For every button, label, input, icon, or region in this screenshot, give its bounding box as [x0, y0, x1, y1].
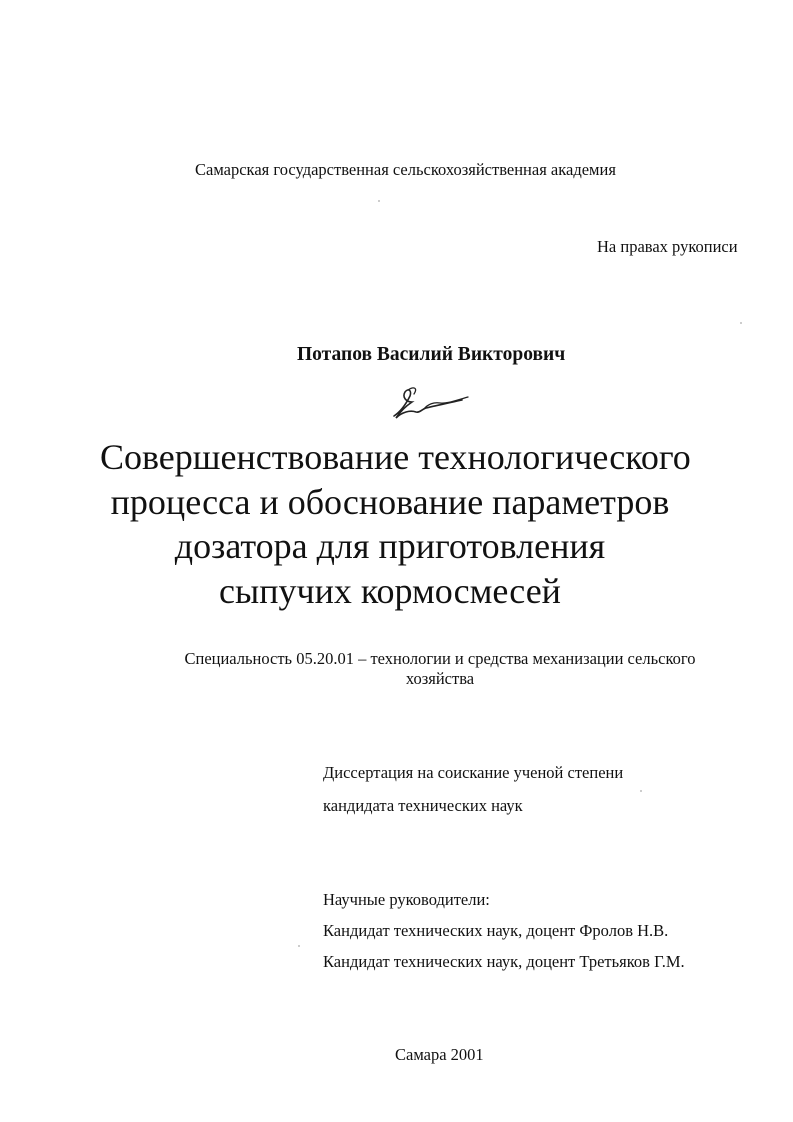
title-line: дозатора для приготовления: [174, 526, 606, 566]
supervisor-name: Кандидат технических наук, доцент Третьяков Г.М.: [323, 952, 685, 971]
scan-speck: [378, 200, 380, 202]
specialty-line: хозяйства: [405, 669, 475, 688]
supervisor-name: Кандидат технических наук, доцент Фролов Н.В.: [323, 921, 669, 940]
institution-name: Самарская государственная сельскохозяйственная академия: [195, 160, 616, 179]
specialty-line: Специальность 05.20.01 – технологии и средства механизации сельского: [184, 649, 696, 668]
scan-speck: [298, 945, 300, 947]
rights-note: На правах рукописи: [597, 237, 738, 256]
city-year: Самара 2001: [395, 1045, 484, 1064]
dissertation-title: [100, 435, 691, 613]
degree-line: кандидата технических наук: [323, 796, 523, 815]
author-name: Потапов Василий Викторович: [297, 344, 566, 365]
scan-speck: [640, 790, 642, 792]
degree-block: [323, 756, 623, 822]
title-line: Совершенствование технологического: [100, 437, 691, 477]
title-line: процесса и обоснование параметров: [110, 481, 670, 522]
signature-icon: [384, 382, 474, 424]
degree-line: Диссертация на соискание ученой степени: [323, 763, 624, 782]
supervisors-heading: Научные руководители:: [323, 890, 490, 909]
scan-speck: [740, 322, 742, 324]
specialty-block: [130, 649, 750, 689]
supervisors-block: [323, 884, 685, 977]
title-line: сыпучих кормосмесей: [219, 570, 561, 611]
